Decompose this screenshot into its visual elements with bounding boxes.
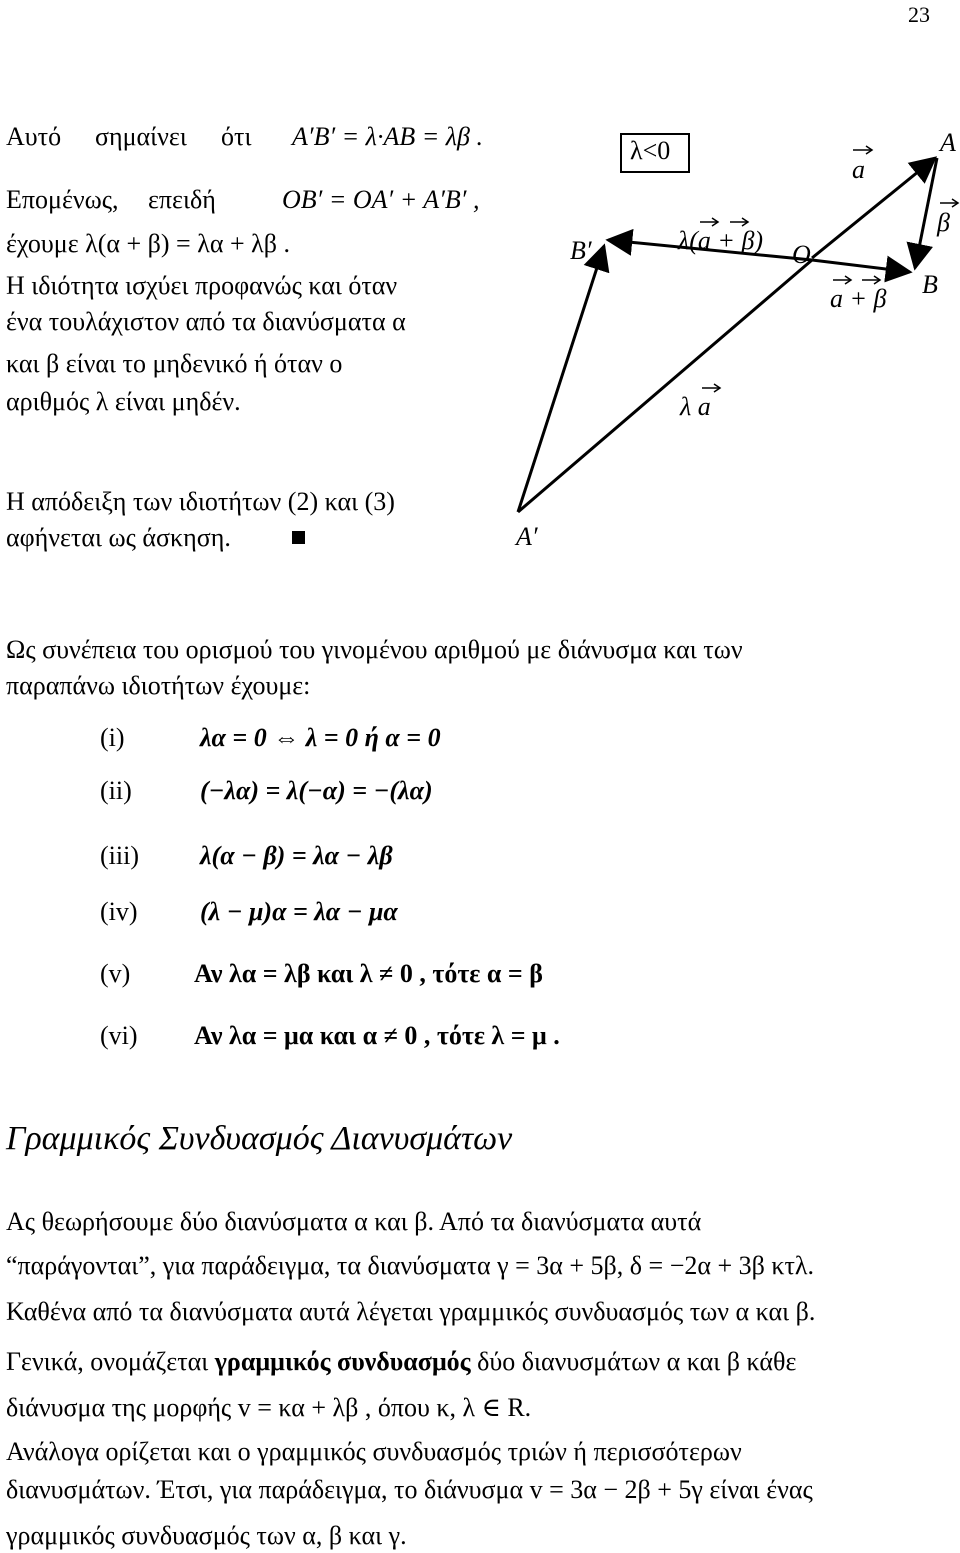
text-line: Η απόδειξη των ιδιοτήτων (2) και (3) <box>6 487 395 516</box>
vector-lambda-alpha <box>518 260 812 512</box>
property-formula: Αν λα = λβ και λ ≠ 0 , τότε α = β <box>194 959 543 988</box>
text-line: αριθμός λ είναι μηδέν. <box>6 387 241 416</box>
vector-figure <box>0 0 960 600</box>
vector-label-sum: a + β <box>830 284 887 313</box>
body-line: Ανάλογα ορίζεται και ο γραμμικός συνδυασμός τριών ή περισσότερων <box>6 1437 742 1466</box>
vector-lambda-beta <box>518 246 604 512</box>
text-line: Αυτό <box>6 122 62 151</box>
text-line: Επομένως, <box>6 185 119 214</box>
vector-label-alpha: a <box>852 155 865 184</box>
property-number: (ii) <box>100 776 132 805</box>
body-line: διανυσμάτων. Έτσι, για παράδειγμα, το διάνυσμα v = 3α − 2β + 5γ είναι ένας <box>6 1475 813 1504</box>
property-formula: λα = 0 ⇔ λ = 0 ή α = 0 <box>200 723 441 752</box>
body-line: γραμμικός συνδυασμός των α, β και γ. <box>6 1521 407 1550</box>
body-text: Γενικά, ονομάζεται <box>6 1347 215 1376</box>
text-line: επειδή <box>148 185 216 214</box>
point-label-B: B <box>922 270 938 299</box>
text-line: Η ιδιότητα ισχύει προφανώς και όταν <box>6 271 398 300</box>
point-label-B-prime: B′ <box>570 236 592 265</box>
body-text: δύο διανυσμάτων α και β κάθε <box>470 1347 797 1376</box>
vector-sum <box>812 260 910 272</box>
vector-alpha <box>812 158 935 258</box>
property-formula: Αν λα = μα και α ≠ 0 , τότε λ = μ . <box>194 1021 560 1050</box>
property-number: (vi) <box>100 1021 138 1050</box>
formula: A′B′ = λ·AB = λβ . <box>292 122 483 151</box>
intro-line: Ως συνέπεια του ορισμού του γινομένου αριθμού με διάνυσμα και των <box>6 635 743 664</box>
point-label-O: O <box>792 240 811 269</box>
text-line: αφήνεται ως άσκηση. <box>6 523 231 552</box>
property-number: (i) <box>100 723 125 752</box>
vector-label-lambda-sum: λ(a + β) <box>678 226 764 255</box>
body-line: Ας θεωρήσουμε δύο διανύσματα α και β. Από τα διανύσματα αυτά <box>6 1207 702 1236</box>
bold-term: γραμμικός συνδυασμός <box>214 1347 471 1376</box>
text-line: και β είναι το μηδενικό ή όταν ο <box>6 349 343 378</box>
property-formula: λ(α − β) = λα − λβ <box>200 841 393 870</box>
body-line <box>6 1346 796 1378</box>
vector-label-lambda-alpha: λ a <box>680 392 711 421</box>
body-line: “παράγονται”, για παράδειγμα, τα διανύσματα γ = 3α + 5β, δ = −2α + 3β κτλ. <box>6 1251 815 1280</box>
text-line: ένα τουλάχιστον από τα διανύσματα α <box>6 307 406 336</box>
text-line: σημαίνει <box>95 122 187 151</box>
property-formula: (−λα) = λ(−α) = −(λα) <box>200 776 433 805</box>
lambda-condition-label: λ<0 <box>630 136 671 165</box>
point-label-A: A <box>940 128 956 157</box>
formula: OB′ = OA′ + A′B′ , <box>282 185 480 214</box>
property-number: (iii) <box>100 841 139 870</box>
body-line: Καθένα από τα διανύσματα αυτά λέγεται γραμμικός συνδυασμός των α και β. <box>6 1297 816 1326</box>
property-number: (iv) <box>100 897 138 926</box>
section-heading: Γραμμικός Συνδυασμός Διανυσμάτων <box>6 1120 513 1157</box>
intro-line: παραπάνω ιδιοτήτων έχουμε: <box>6 671 311 700</box>
body-line: διάνυσμα της μορφής v = κα + λβ , όπου κ, λ ∈ R. <box>6 1393 532 1422</box>
text-line: έχουμε λ(α + β) = λα + λβ . <box>6 229 290 258</box>
property-number: (v) <box>100 959 131 988</box>
point-label-A-prime: A′ <box>516 522 538 551</box>
text-line: ότι <box>221 122 252 151</box>
vector-label-beta: β <box>937 208 950 237</box>
page-number: 23 <box>908 2 930 27</box>
vector-beta <box>915 158 937 268</box>
property-formula: (λ − μ)α = λα − μα <box>200 897 398 926</box>
